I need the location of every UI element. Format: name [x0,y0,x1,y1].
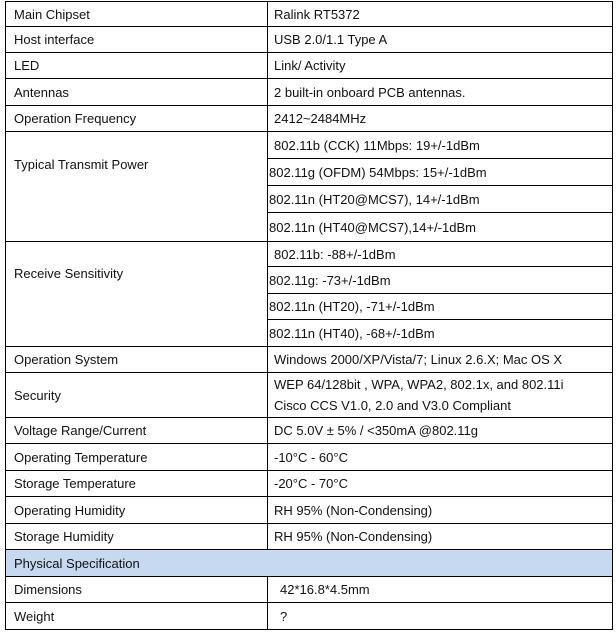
row-label: Storage Humidity [6,524,268,549]
row-label: Voltage Range/Current [6,418,268,443]
receive-value-2: 802.11n (HT20), -71+/-1dBm [268,294,612,320]
row-value: ? [280,608,288,624]
row-storage-temperature [5,471,613,497]
row-storage-humidity [5,524,613,550]
security-line-0: WEP 64/128bit , WPA, WPA2, 802.1x, and 802.11i [274,377,564,392]
spec-table [5,0,615,634]
row-antennas [5,79,613,106]
row-label: Storage Temperature [6,471,268,496]
row-label: Security [6,373,268,417]
security-values [268,373,612,417]
row-operating-temperature [5,444,613,471]
security-line-1: Cisco CCS V1.0, 2.0 and V3.0 Compliant [274,398,512,413]
transmit-label: Typical Transmit Power [6,132,268,241]
receive-value-0: 802.11b: -88+/-1dBm [268,242,612,267]
row-value: USB 2.0/1.1 Type A [274,32,388,47]
row-label: Operation Frequency [6,106,268,131]
row-host-interface [5,27,613,53]
row-label: LED [6,53,268,78]
row-label: Weight [6,603,268,629]
row-label: Operating Temperature [6,444,268,470]
transmit-value-3: 802.11n (HT40@MCS7),14+/-1dBm [269,219,476,235]
row-value: Link/ Activity [274,58,346,73]
receive-label: Receive Sensitivity [6,242,268,346]
row-value: 42*16.8*4.5mm [280,582,370,597]
row-value: RH 95% (Non-Condensing) [274,502,433,518]
row-value: Ralink RT5372 [274,6,360,22]
row-transmit-power [5,132,613,242]
row-value: Windows 2000/XP/Vista/7; Linux 2.6.X; Mac OS X [274,352,563,367]
row-label: Host interface [6,27,268,52]
row-operation-system [5,347,613,373]
row-value: 2 built-in onboard PCB antennas. [274,84,466,100]
row-value: 2412~2484MHz [274,111,367,126]
row-receive-sensitivity [5,242,613,347]
row-value: -20°C - 70°C [274,476,348,491]
receive-value-3: 802.11n (HT40), -68+/-1dBm [269,325,435,341]
row-value: -10°C - 60°C [274,449,348,465]
row-operating-humidity [5,497,613,524]
transmit-value-1: 802.11g (OFDM) 54Mbps: 15+/-1dBm [268,159,612,186]
row-value: RH 95% (Non-Condensing) [274,529,433,544]
transmit-value-0: 802.11b (CCK) 11Mbps: 19+/-1dBm [268,132,612,159]
transmit-value-2: 802.11n (HT20@MCS7), 14+/-1dBm [268,186,612,213]
row-label: Antennas [6,79,268,105]
row-label: Dimensions [6,577,268,602]
row-weight [5,603,613,630]
row-label: Operating Humidity [6,497,268,523]
row-value: DC 5.0V ± 5% / <350mA @802.11g [274,423,479,438]
section-physical-specification: Physical Specification [5,550,613,577]
row-main-chipset [5,1,613,27]
row-label: Operation System [6,347,268,372]
row-operation-frequency [5,106,613,132]
row-led [5,53,613,79]
row-label: Main Chipset [6,2,268,26]
row-voltage [5,418,613,444]
row-dimensions [5,577,613,603]
receive-value-1: 802.11g: -73+/-1dBm [268,267,612,294]
row-security [5,373,613,418]
